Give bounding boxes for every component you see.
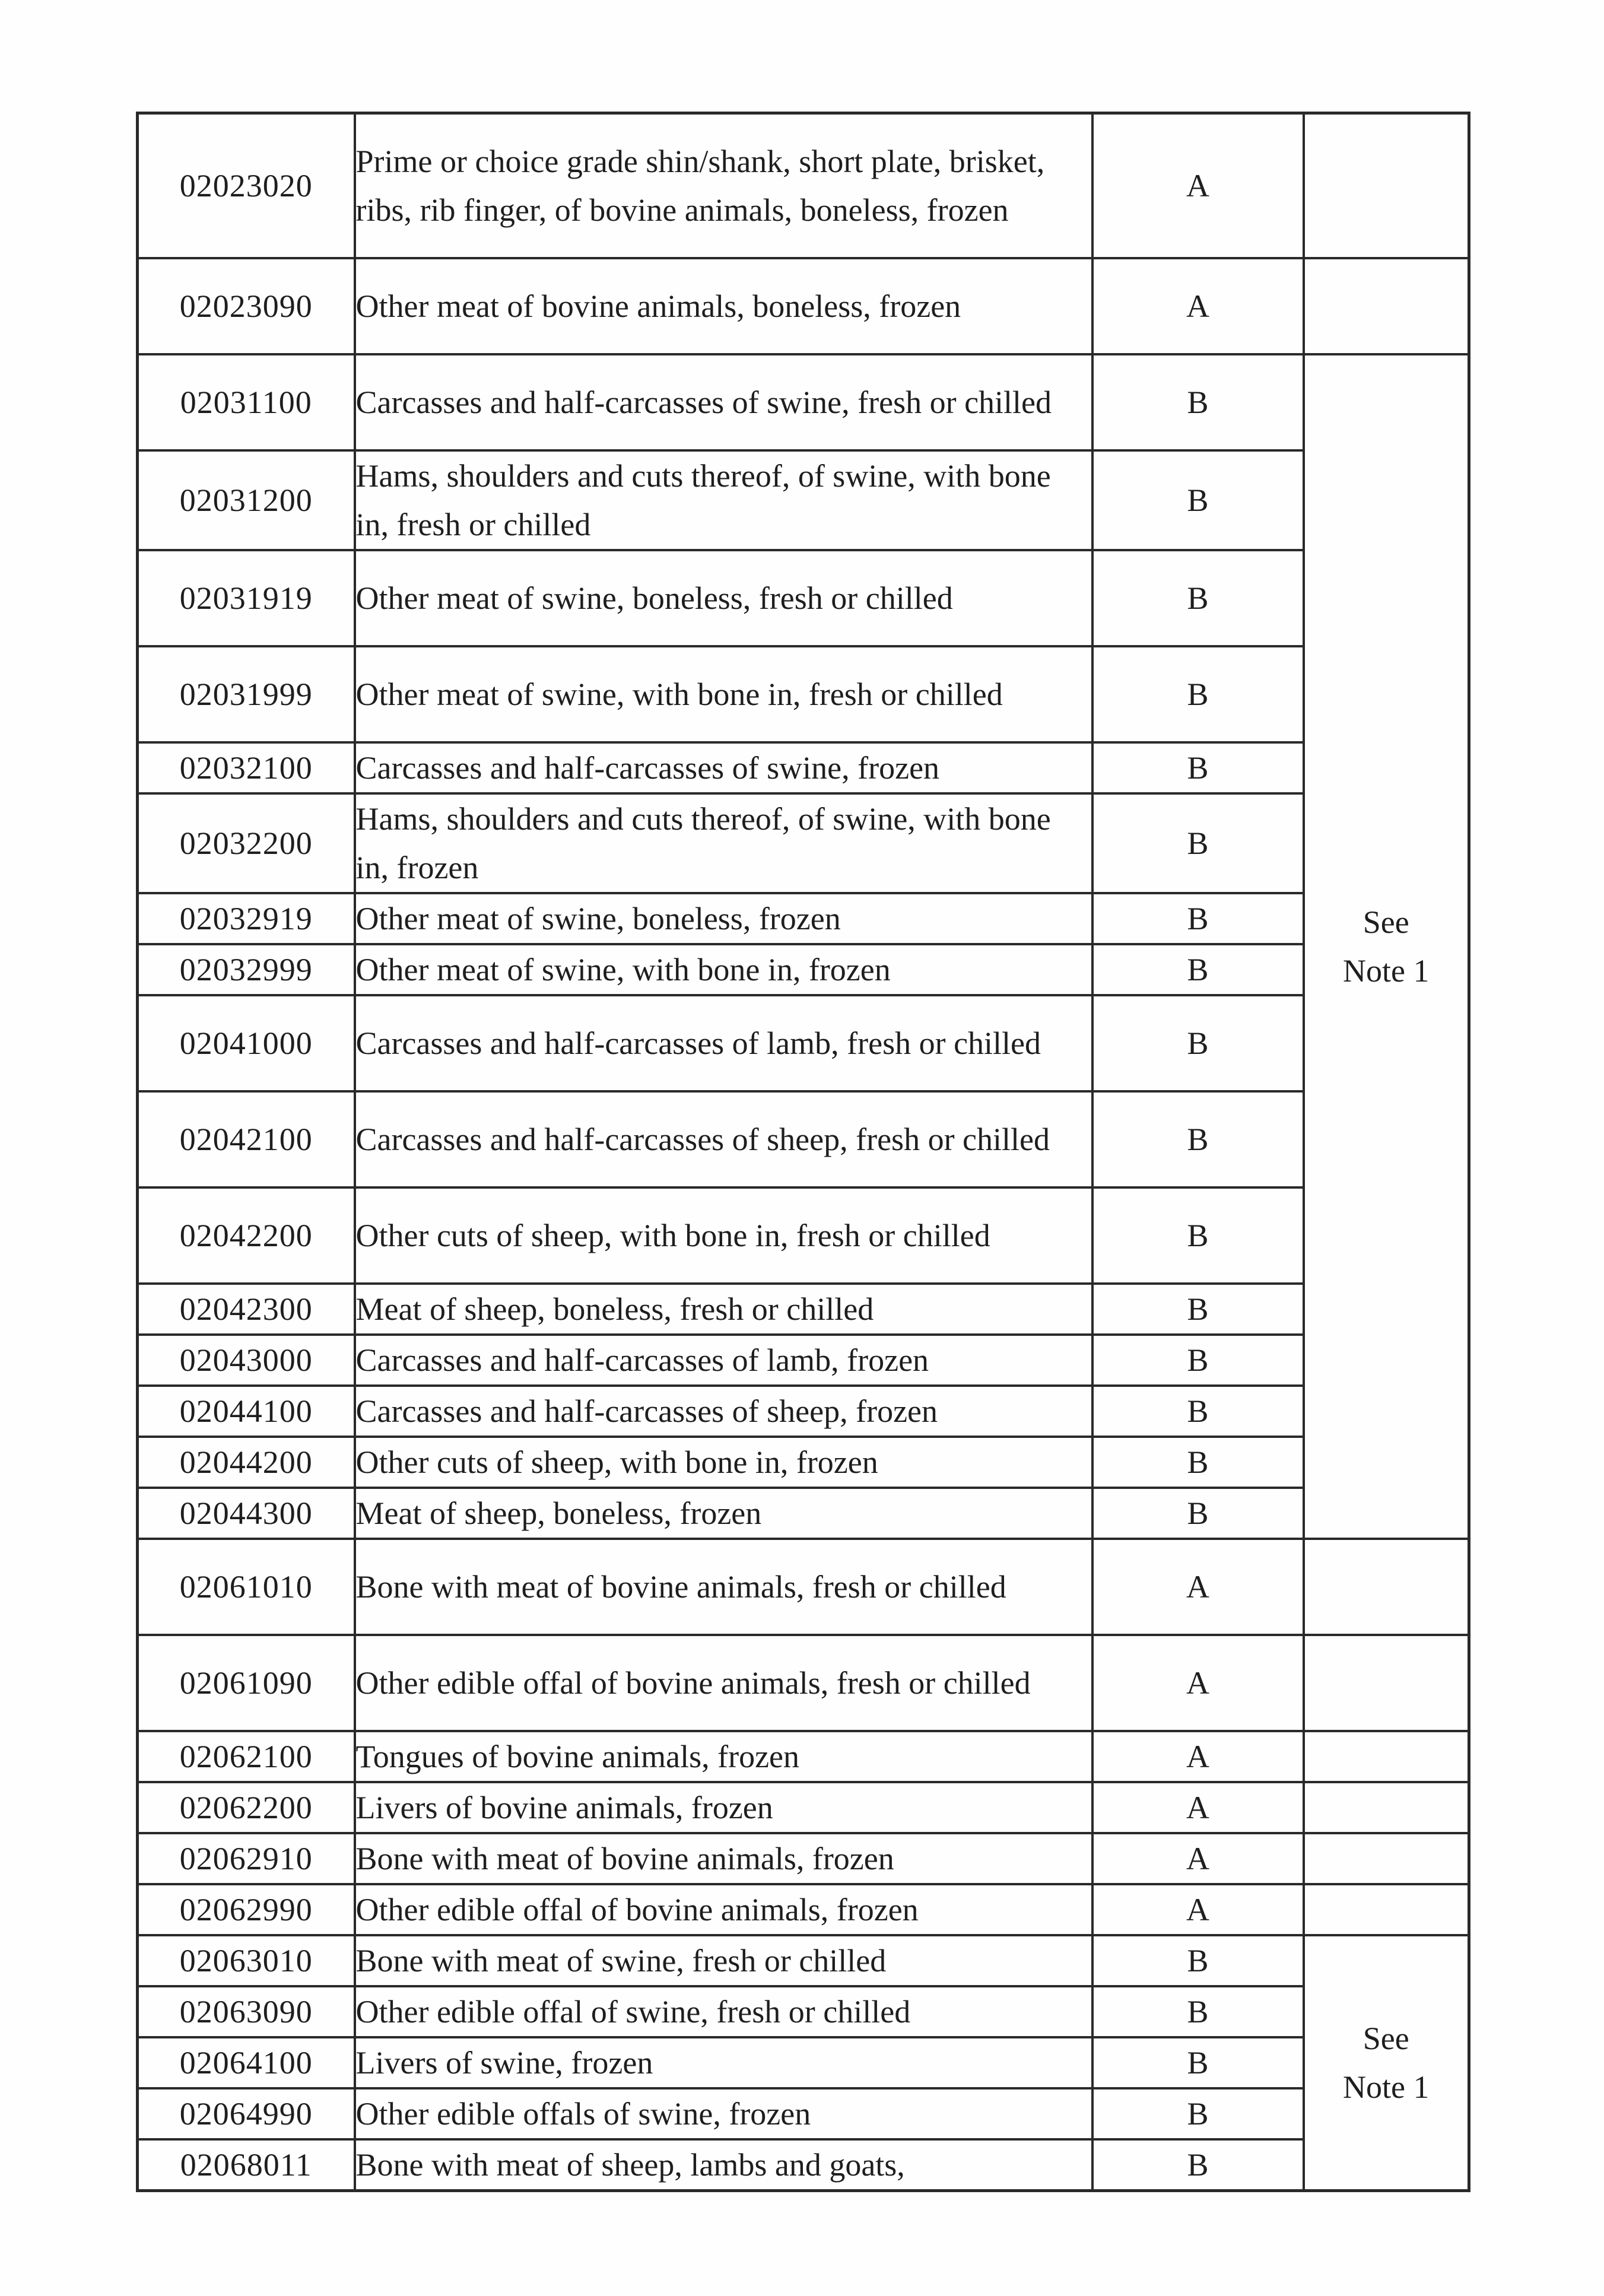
description-cell: Tongues of bovine animals, frozen	[355, 1731, 1092, 1782]
description-cell: Hams, shoulders and cuts thereof, of swine, with bone in, frozen	[355, 793, 1092, 893]
category-cell: B	[1092, 742, 1304, 793]
table-row	[138, 2139, 1469, 2191]
hs-code-cell: 02063010	[138, 1935, 355, 1986]
description-cell: Bone with meat of swine, fresh or chilled	[355, 1935, 1092, 1986]
category-cell: B	[1092, 1091, 1304, 1187]
table-row	[138, 1539, 1469, 1635]
hs-code-cell: 02032919	[138, 893, 355, 944]
note-cell-empty	[1304, 1539, 1469, 1635]
category-cell: B	[1092, 1986, 1304, 2037]
description-cell: Other edible offal of bovine animals, frozen	[355, 1884, 1092, 1935]
hs-code-cell: 02032100	[138, 742, 355, 793]
note-cell-empty	[1304, 258, 1469, 354]
note-cell-empty	[1304, 1884, 1469, 1935]
category-cell: B	[1092, 1437, 1304, 1488]
description-cell: Bone with meat of bovine animals, fresh or chilled	[355, 1539, 1092, 1635]
note-line-2: Note 1	[1343, 953, 1430, 989]
hs-code-cell: 02032999	[138, 944, 355, 995]
hs-code-cell: 02062990	[138, 1884, 355, 1935]
category-cell: A	[1092, 113, 1304, 259]
hs-code-cell: 02031100	[138, 354, 355, 450]
table-row	[138, 1731, 1469, 1782]
table-row	[138, 258, 1469, 354]
category-cell: B	[1092, 354, 1304, 450]
note-cell-empty	[1304, 1833, 1469, 1884]
description-cell: Carcasses and half-carcasses of swine, frozen	[355, 742, 1092, 793]
note-line-1: See	[1362, 2021, 1409, 2056]
category-cell: B	[1092, 1187, 1304, 1284]
hs-code-cell: 02042300	[138, 1284, 355, 1335]
hs-code-cell: 02023090	[138, 258, 355, 354]
table-row	[138, 113, 1469, 259]
table-row	[138, 793, 1469, 893]
description-cell: Other meat of bovine animals, boneless, frozen	[355, 258, 1092, 354]
category-cell: B	[1092, 1935, 1304, 1986]
description-cell: Carcasses and half-carcasses of lamb, fresh or chilled	[355, 995, 1092, 1091]
table-row	[138, 1635, 1469, 1731]
description-cell: Carcasses and half-carcasses of swine, fresh or chilled	[355, 354, 1092, 450]
hs-code-cell: 02044300	[138, 1488, 355, 1539]
hs-code-cell: 02031999	[138, 646, 355, 742]
category-cell: A	[1092, 1782, 1304, 1833]
table-row	[138, 1386, 1469, 1437]
category-cell: A	[1092, 1539, 1304, 1635]
table-row	[138, 2037, 1469, 2088]
category-cell: B	[1092, 995, 1304, 1091]
hs-code-cell: 02063090	[138, 1986, 355, 2037]
hs-code-cell: 02044200	[138, 1437, 355, 1488]
table-row	[138, 1833, 1469, 1884]
category-cell: A	[1092, 258, 1304, 354]
hs-code-cell: 02061010	[138, 1539, 355, 1635]
description-cell: Carcasses and half-carcasses of sheep, frozen	[355, 1386, 1092, 1437]
category-cell: B	[1092, 893, 1304, 944]
table-row	[138, 1986, 1469, 2037]
description-cell: Carcasses and half-carcasses of sheep, fresh or chilled	[355, 1091, 1092, 1187]
table-row	[138, 354, 1469, 450]
description-cell: Other meat of swine, with bone in, frozen	[355, 944, 1092, 995]
category-cell: B	[1092, 1335, 1304, 1386]
description-cell: Hams, shoulders and cuts thereof, of swine, with bone in, fresh or chilled	[355, 450, 1092, 550]
category-cell: A	[1092, 1731, 1304, 1782]
hs-code-cell: 02068011	[138, 2139, 355, 2191]
description-cell: Other edible offal of bovine animals, fresh or chilled	[355, 1635, 1092, 1731]
description-cell: Other edible offals of swine, frozen	[355, 2088, 1092, 2139]
category-cell: B	[1092, 2139, 1304, 2191]
hs-code-cell: 02064100	[138, 2037, 355, 2088]
category-cell: B	[1092, 2088, 1304, 2139]
table-row	[138, 1187, 1469, 1284]
table-row	[138, 550, 1469, 646]
category-cell: A	[1092, 1884, 1304, 1935]
description-cell: Livers of swine, frozen	[355, 2037, 1092, 2088]
tariff-schedule-table	[136, 112, 1470, 2192]
category-cell: A	[1092, 1635, 1304, 1731]
note-line-2: Note 1	[1343, 2069, 1430, 2105]
category-cell: B	[1092, 944, 1304, 995]
description-cell: Prime or choice grade shin/shank, short plate, brisket, ribs, rib finger, of bovine animals, boneless, frozen	[355, 113, 1092, 259]
table-row	[138, 1488, 1469, 1539]
hs-code-cell: 02061090	[138, 1635, 355, 1731]
table-row	[138, 944, 1469, 995]
category-cell: B	[1092, 793, 1304, 893]
hs-code-cell: 02042100	[138, 1091, 355, 1187]
category-cell: B	[1092, 550, 1304, 646]
hs-code-cell: 02044100	[138, 1386, 355, 1437]
table-row	[138, 742, 1469, 793]
table-row	[138, 1935, 1469, 1986]
category-cell: B	[1092, 646, 1304, 742]
description-cell: Other cuts of sheep, with bone in, frozen	[355, 1437, 1092, 1488]
table-row	[138, 450, 1469, 550]
note-cell-empty	[1304, 1731, 1469, 1782]
category-cell: B	[1092, 1386, 1304, 1437]
hs-code-cell: 02023020	[138, 113, 355, 259]
category-cell: B	[1092, 1284, 1304, 1335]
table-row	[138, 995, 1469, 1091]
description-cell: Other meat of swine, with bone in, fresh or chilled	[355, 646, 1092, 742]
hs-code-cell: 02064990	[138, 2088, 355, 2139]
description-cell: Other cuts of sheep, with bone in, fresh or chilled	[355, 1187, 1092, 1284]
category-cell: B	[1092, 450, 1304, 550]
description-cell: Carcasses and half-carcasses of lamb, frozen	[355, 1335, 1092, 1386]
description-cell: Other edible offal of swine, fresh or chilled	[355, 1986, 1092, 2037]
table-row	[138, 893, 1469, 944]
see-note-merged-cell	[1304, 1935, 1469, 2191]
hs-code-cell: 02062100	[138, 1731, 355, 1782]
note-cell-empty	[1304, 113, 1469, 259]
see-note-merged-cell	[1304, 354, 1469, 1539]
hs-code-cell: 02041000	[138, 995, 355, 1091]
note-cell-empty	[1304, 1782, 1469, 1833]
category-cell: B	[1092, 1488, 1304, 1539]
table-row	[138, 1884, 1469, 1935]
description-cell: Meat of sheep, boneless, frozen	[355, 1488, 1092, 1539]
hs-code-cell: 02031919	[138, 550, 355, 646]
description-cell: Other meat of swine, boneless, frozen	[355, 893, 1092, 944]
description-cell: Meat of sheep, boneless, fresh or chilled	[355, 1284, 1092, 1335]
description-cell: Bone with meat of bovine animals, frozen	[355, 1833, 1092, 1884]
description-cell: Bone with meat of sheep, lambs and goats,	[355, 2139, 1092, 2191]
table-row	[138, 1782, 1469, 1833]
category-cell: A	[1092, 1833, 1304, 1884]
hs-code-cell: 02032200	[138, 793, 355, 893]
description-cell: Livers of bovine animals, frozen	[355, 1782, 1092, 1833]
table-row	[138, 2088, 1469, 2139]
table-row	[138, 1284, 1469, 1335]
note-line-1: See	[1362, 904, 1409, 940]
hs-code-cell: 02031200	[138, 450, 355, 550]
table-row	[138, 1335, 1469, 1386]
hs-code-cell: 02043000	[138, 1335, 355, 1386]
note-cell-empty	[1304, 1635, 1469, 1731]
hs-code-cell: 02062200	[138, 1782, 355, 1833]
hs-code-cell: 02042200	[138, 1187, 355, 1284]
table-row	[138, 1091, 1469, 1187]
table-row	[138, 646, 1469, 742]
hs-code-cell: 02062910	[138, 1833, 355, 1884]
category-cell: B	[1092, 2037, 1304, 2088]
description-cell: Other meat of swine, boneless, fresh or chilled	[355, 550, 1092, 646]
table-row	[138, 1437, 1469, 1488]
